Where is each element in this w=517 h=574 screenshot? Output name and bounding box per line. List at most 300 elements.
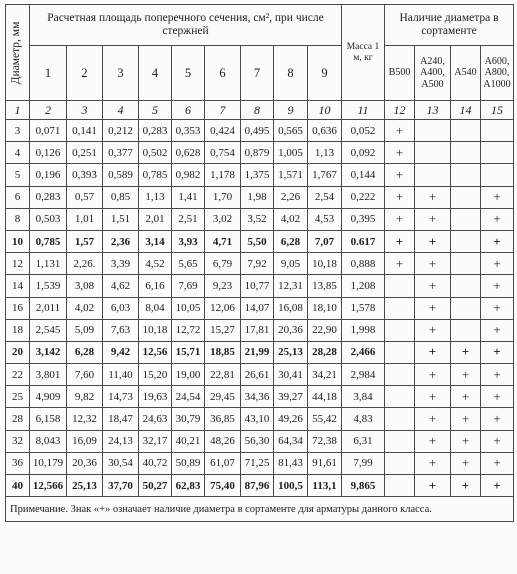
mass-cell: 0.617	[342, 230, 385, 252]
column-index: 14	[451, 101, 481, 120]
area-cell: 15,71	[172, 341, 205, 363]
class-header: A240, A400, A500	[415, 46, 451, 101]
assortment-cell: +	[451, 408, 481, 430]
area-cell: 30,54	[103, 452, 139, 474]
mass-cell: 9,865	[342, 475, 385, 497]
assortment-cell	[385, 408, 415, 430]
area-cell: 22,90	[308, 319, 342, 341]
diameter-cell: 18	[6, 319, 30, 341]
area-cell: 30,79	[172, 408, 205, 430]
area-cell: 7,63	[103, 319, 139, 341]
count-header: 1	[30, 46, 67, 101]
area-cell: 1,767	[308, 164, 342, 186]
area-cell: 4,71	[205, 230, 241, 252]
assortment-cell: +	[481, 408, 514, 430]
count-header: 2	[67, 46, 103, 101]
area-cell: 16,08	[274, 297, 308, 319]
diameter-cell: 22	[6, 364, 30, 386]
assortment-cell	[385, 341, 415, 363]
area-cell: 40,72	[139, 452, 172, 474]
area-cell: 71,25	[241, 452, 274, 474]
diameter-cell: 16	[6, 297, 30, 319]
column-index: 9	[274, 101, 308, 120]
assortment-cell: +	[481, 208, 514, 230]
mass-cell: 0,222	[342, 186, 385, 208]
area-cell: 3,39	[103, 253, 139, 275]
assortment-cell	[451, 230, 481, 252]
area-cell: 3,142	[30, 341, 67, 363]
area-cell: 2,54	[308, 186, 342, 208]
area-cell: 40,21	[172, 430, 205, 452]
area-cell: 6,28	[67, 341, 103, 363]
diameter-cell: 25	[6, 386, 30, 408]
area-cell: 0,879	[241, 142, 274, 164]
assortment-cell: +	[385, 142, 415, 164]
assortment-cell	[415, 120, 451, 142]
assortment-cell	[451, 142, 481, 164]
assortment-cell: +	[481, 475, 514, 497]
assortment-cell	[385, 275, 415, 297]
area-cell: 4,02	[67, 297, 103, 319]
area-cell: 48,26	[205, 430, 241, 452]
area-cell: 4,53	[308, 208, 342, 230]
area-cell: 3,08	[67, 275, 103, 297]
area-cell: 0,424	[205, 120, 241, 142]
area-cell: 12,72	[172, 319, 205, 341]
table-row	[6, 142, 514, 164]
assortment-cell	[385, 475, 415, 497]
diameter-cell: 8	[6, 208, 30, 230]
mass-cell: 1,578	[342, 297, 385, 319]
assortment-cell: +	[481, 341, 514, 363]
area-cell: 0,495	[241, 120, 274, 142]
class-header: A600, A800, A1000	[481, 46, 514, 101]
assortment-cell: +	[415, 341, 451, 363]
mass-cell: 2,466	[342, 341, 385, 363]
assortment-cell: +	[481, 186, 514, 208]
area-cell: 10,18	[139, 319, 172, 341]
area-cell: 12,566	[30, 475, 67, 497]
area-cell: 10,05	[172, 297, 205, 319]
area-cell: 6,16	[139, 275, 172, 297]
table-row	[6, 297, 514, 319]
mass-cell: 2,984	[342, 364, 385, 386]
assortment-cell	[385, 430, 415, 452]
area-cell: 7,69	[172, 275, 205, 297]
area-cell: 1,539	[30, 275, 67, 297]
column-index: 2	[30, 101, 67, 120]
count-header: 9	[308, 46, 342, 101]
assortment-cell: +	[385, 164, 415, 186]
area-cell: 6,03	[103, 297, 139, 319]
diameter-cell: 32	[6, 430, 30, 452]
area-cell: 8,04	[139, 297, 172, 319]
assortment-cell	[451, 164, 481, 186]
area-cell: 1,41	[172, 186, 205, 208]
area-cell: 17,81	[241, 319, 274, 341]
assortment-cell: +	[415, 475, 451, 497]
area-cell: 11,40	[103, 364, 139, 386]
area-cell: 0,636	[308, 120, 342, 142]
assortment-cell: +	[415, 297, 451, 319]
area-cell: 91,61	[308, 452, 342, 474]
area-cell: 3,02	[205, 208, 241, 230]
area-cell: 1,375	[241, 164, 274, 186]
assortment-cell	[481, 120, 514, 142]
assortment-cell: +	[481, 452, 514, 474]
area-cell: 10,179	[30, 452, 67, 474]
table-row	[6, 319, 514, 341]
assortment-cell	[451, 208, 481, 230]
area-cell: 26,61	[241, 364, 274, 386]
area-cell: 56,30	[241, 430, 274, 452]
area-cell: 2,26	[274, 186, 308, 208]
area-cell: 14,73	[103, 386, 139, 408]
assortment-cell	[385, 364, 415, 386]
area-cell: 0,283	[30, 186, 67, 208]
table-header	[6, 5, 514, 101]
assortment-cell: +	[415, 430, 451, 452]
diameter-cell: 5	[6, 164, 30, 186]
area-cell: 1,13	[308, 142, 342, 164]
assortment-cell	[385, 452, 415, 474]
assortment-cell: +	[385, 208, 415, 230]
area-cell: 9,42	[103, 341, 139, 363]
area-cell: 2,26.	[67, 253, 103, 275]
area-cell: 1,13	[139, 186, 172, 208]
mass-cell: 1,998	[342, 319, 385, 341]
assortment-cell: +	[481, 319, 514, 341]
area-cell: 0,85	[103, 186, 139, 208]
assortment-cell: +	[451, 341, 481, 363]
area-cell: 20,36	[274, 319, 308, 341]
area-cell: 6,158	[30, 408, 67, 430]
diameter-cell: 3	[6, 120, 30, 142]
assortment-cell	[451, 275, 481, 297]
area-cell: 8,043	[30, 430, 67, 452]
area-cell: 0,57	[67, 186, 103, 208]
area-cell: 0,251	[67, 142, 103, 164]
assortment-cell	[385, 319, 415, 341]
area-cell: 18,85	[205, 341, 241, 363]
area-cell: 12,31	[274, 275, 308, 297]
area-cell: 1,57	[67, 230, 103, 252]
mass-cell: 0,888	[342, 253, 385, 275]
area-cell: 0,502	[139, 142, 172, 164]
assortment-cell: +	[451, 430, 481, 452]
column-index: 5	[139, 101, 172, 120]
assortment-cell: +	[481, 275, 514, 297]
rebar-table	[5, 4, 514, 522]
column-index: 8	[241, 101, 274, 120]
area-cell: 34,21	[308, 364, 342, 386]
assortment-cell	[451, 297, 481, 319]
area-cell: 1,01	[67, 208, 103, 230]
assortment-cell: +	[385, 186, 415, 208]
column-index: 13	[415, 101, 451, 120]
area-cell: 0,071	[30, 120, 67, 142]
diameter-cell: 10	[6, 230, 30, 252]
area-cell: 7,60	[67, 364, 103, 386]
area-cell: 55,42	[308, 408, 342, 430]
table-row	[6, 452, 514, 474]
area-cell: 16,09	[67, 430, 103, 452]
area-cell: 0,589	[103, 164, 139, 186]
mass-cell: 3,84	[342, 386, 385, 408]
diameter-cell: 6	[6, 186, 30, 208]
area-cell: 22,81	[205, 364, 241, 386]
assortment-cell: +	[451, 386, 481, 408]
mass-cell: 0,144	[342, 164, 385, 186]
table-row	[6, 230, 514, 252]
area-cell: 12,32	[67, 408, 103, 430]
area-cell: 6,79	[205, 253, 241, 275]
diameter-cell: 40	[6, 475, 30, 497]
assortment-cell: +	[451, 364, 481, 386]
assortment-cell	[415, 164, 451, 186]
column-index: 15	[481, 101, 514, 120]
area-cell: 4,909	[30, 386, 67, 408]
area-cell: 3,801	[30, 364, 67, 386]
column-index: 12	[385, 101, 415, 120]
class-header: B500	[385, 46, 415, 101]
area-cell: 0,503	[30, 208, 67, 230]
assortment-header: Наличие диаметра в сортаменте	[385, 5, 514, 46]
area-cell: 1,005	[274, 142, 308, 164]
area-cell: 2,01	[139, 208, 172, 230]
area-cell: 0,377	[103, 142, 139, 164]
area-cell: 5,09	[67, 319, 103, 341]
assortment-cell: +	[415, 364, 451, 386]
mass-cell: 0,052	[342, 120, 385, 142]
count-header: 4	[139, 46, 172, 101]
area-cell: 7,92	[241, 253, 274, 275]
count-header: 3	[103, 46, 139, 101]
assortment-cell	[451, 253, 481, 275]
table-note: Примечание. Знак «+» означает наличие диаметра в сортаменте для арматуры данного класса.	[6, 497, 514, 522]
area-cell: 3,14	[139, 230, 172, 252]
area-cell: 4,62	[103, 275, 139, 297]
area-cell: 21,99	[241, 341, 274, 363]
area-cell: 0,982	[172, 164, 205, 186]
diameter-cell: 14	[6, 275, 30, 297]
assortment-cell: +	[415, 408, 451, 430]
diameter-cell: 4	[6, 142, 30, 164]
area-cell: 1,70	[205, 186, 241, 208]
area-cell: 0,212	[103, 120, 139, 142]
mass-cell: 0,395	[342, 208, 385, 230]
assortment-cell	[481, 164, 514, 186]
area-cell: 2,51	[172, 208, 205, 230]
count-header: 8	[274, 46, 308, 101]
area-cell: 9,23	[205, 275, 241, 297]
area-cell: 43,10	[241, 408, 274, 430]
area-cell: 3,52	[241, 208, 274, 230]
assortment-cell: +	[415, 386, 451, 408]
column-index: 4	[103, 101, 139, 120]
assortment-cell: +	[481, 253, 514, 275]
area-cell: 13,85	[308, 275, 342, 297]
area-cell: 19,63	[139, 386, 172, 408]
table-row	[6, 364, 514, 386]
count-header: 5	[172, 46, 205, 101]
assortment-cell: +	[415, 275, 451, 297]
assortment-cell: +	[415, 186, 451, 208]
column-index: 7	[205, 101, 241, 120]
assortment-cell	[415, 142, 451, 164]
area-cell: 7,07	[308, 230, 342, 252]
area-cell: 0,141	[67, 120, 103, 142]
area-cell: 10,18	[308, 253, 342, 275]
table-row	[6, 186, 514, 208]
assortment-cell: +	[451, 475, 481, 497]
table-row	[6, 164, 514, 186]
assortment-cell	[385, 386, 415, 408]
area-cell: 1,51	[103, 208, 139, 230]
assortment-cell	[451, 120, 481, 142]
diameter-header	[6, 5, 30, 101]
mass-cell: 6,31	[342, 430, 385, 452]
area-cell: 37,70	[103, 475, 139, 497]
mass-cell: 0,092	[342, 142, 385, 164]
mass-cell: 4,83	[342, 408, 385, 430]
area-cell: 0,126	[30, 142, 67, 164]
mass-cell: 7,99	[342, 452, 385, 474]
assortment-cell: +	[451, 452, 481, 474]
column-index: 10	[308, 101, 342, 120]
area-cell: 0,393	[67, 164, 103, 186]
area-cell: 4,52	[139, 253, 172, 275]
column-index: 6	[172, 101, 205, 120]
area-cell: 2,011	[30, 297, 67, 319]
area-cell: 72,38	[308, 430, 342, 452]
assortment-cell: +	[481, 386, 514, 408]
area-cell: 4,02	[274, 208, 308, 230]
diameter-cell: 20	[6, 341, 30, 363]
diameter-cell: 28	[6, 408, 30, 430]
assortment-cell	[385, 297, 415, 319]
area-cell: 75,40	[205, 475, 241, 497]
table-row	[6, 275, 514, 297]
column-index: 1	[6, 101, 30, 120]
table-row	[6, 430, 514, 452]
area-cell: 0,196	[30, 164, 67, 186]
diameter-cell: 12	[6, 253, 30, 275]
area-cell: 25,13	[274, 341, 308, 363]
assortment-cell: +	[415, 319, 451, 341]
area-cell: 81,43	[274, 452, 308, 474]
area-cell: 12,06	[205, 297, 241, 319]
area-cell: 2,545	[30, 319, 67, 341]
area-group-header: Расчетная площадь поперечного сечения, см², при числе стержней	[30, 5, 342, 46]
area-cell: 0,785	[139, 164, 172, 186]
area-cell: 3,93	[172, 230, 205, 252]
assortment-cell: +	[481, 364, 514, 386]
area-cell: 113,1	[308, 475, 342, 497]
area-cell: 28,28	[308, 341, 342, 363]
area-cell: 24,13	[103, 430, 139, 452]
assortment-cell: +	[481, 430, 514, 452]
assortment-cell: +	[415, 230, 451, 252]
assortment-cell: +	[481, 230, 514, 252]
area-cell: 50,89	[172, 452, 205, 474]
area-cell: 50,27	[139, 475, 172, 497]
assortment-cell: +	[481, 297, 514, 319]
area-cell: 49,26	[274, 408, 308, 430]
diameter-cell: 36	[6, 452, 30, 474]
area-cell: 5,50	[241, 230, 274, 252]
mass-cell: 1,208	[342, 275, 385, 297]
column-index: 3	[67, 101, 103, 120]
area-cell: 1,131	[30, 253, 67, 275]
area-cell: 15,20	[139, 364, 172, 386]
assortment-cell: +	[415, 208, 451, 230]
assortment-cell	[451, 319, 481, 341]
area-cell: 10,77	[241, 275, 274, 297]
area-cell: 0,754	[205, 142, 241, 164]
area-cell: 87,96	[241, 475, 274, 497]
table-row	[6, 341, 514, 363]
mass-header: Масса 1 м, кг	[342, 5, 385, 101]
area-cell: 0,785	[30, 230, 67, 252]
area-cell: 64,34	[274, 430, 308, 452]
area-cell: 9,05	[274, 253, 308, 275]
area-cell: 62,83	[172, 475, 205, 497]
table-row	[6, 120, 514, 142]
table-row	[6, 386, 514, 408]
assortment-cell: +	[385, 230, 415, 252]
table-row	[6, 253, 514, 275]
area-cell: 30,41	[274, 364, 308, 386]
area-cell: 20,36	[67, 452, 103, 474]
count-header: 7	[241, 46, 274, 101]
area-cell: 24,63	[139, 408, 172, 430]
area-cell: 18,10	[308, 297, 342, 319]
area-cell: 0,565	[274, 120, 308, 142]
area-cell: 29,45	[205, 386, 241, 408]
area-cell: 1,178	[205, 164, 241, 186]
count-header: 6	[205, 46, 241, 101]
area-cell: 0,353	[172, 120, 205, 142]
assortment-cell: +	[385, 120, 415, 142]
area-cell: 39,27	[274, 386, 308, 408]
assortment-cell	[481, 142, 514, 164]
area-cell: 44,18	[308, 386, 342, 408]
area-cell: 5,65	[172, 253, 205, 275]
area-cell: 25,13	[67, 475, 103, 497]
area-cell: 100,5	[274, 475, 308, 497]
class-header: A540	[451, 46, 481, 101]
area-cell: 24,54	[172, 386, 205, 408]
area-cell: 18,47	[103, 408, 139, 430]
column-index-row	[6, 101, 514, 120]
area-cell: 1,98	[241, 186, 274, 208]
table-row	[6, 408, 514, 430]
diameter-header-label: Диаметр, мм	[10, 21, 22, 84]
assortment-cell: +	[385, 253, 415, 275]
area-cell: 12,56	[139, 341, 172, 363]
area-cell: 0,283	[139, 120, 172, 142]
assortment-cell: +	[415, 253, 451, 275]
area-cell: 6,28	[274, 230, 308, 252]
area-cell: 9,82	[67, 386, 103, 408]
assortment-cell: +	[415, 452, 451, 474]
table-row	[6, 208, 514, 230]
area-cell: 14,07	[241, 297, 274, 319]
column-index: 11	[342, 101, 385, 120]
area-cell: 1,571	[274, 164, 308, 186]
area-cell: 19,00	[172, 364, 205, 386]
